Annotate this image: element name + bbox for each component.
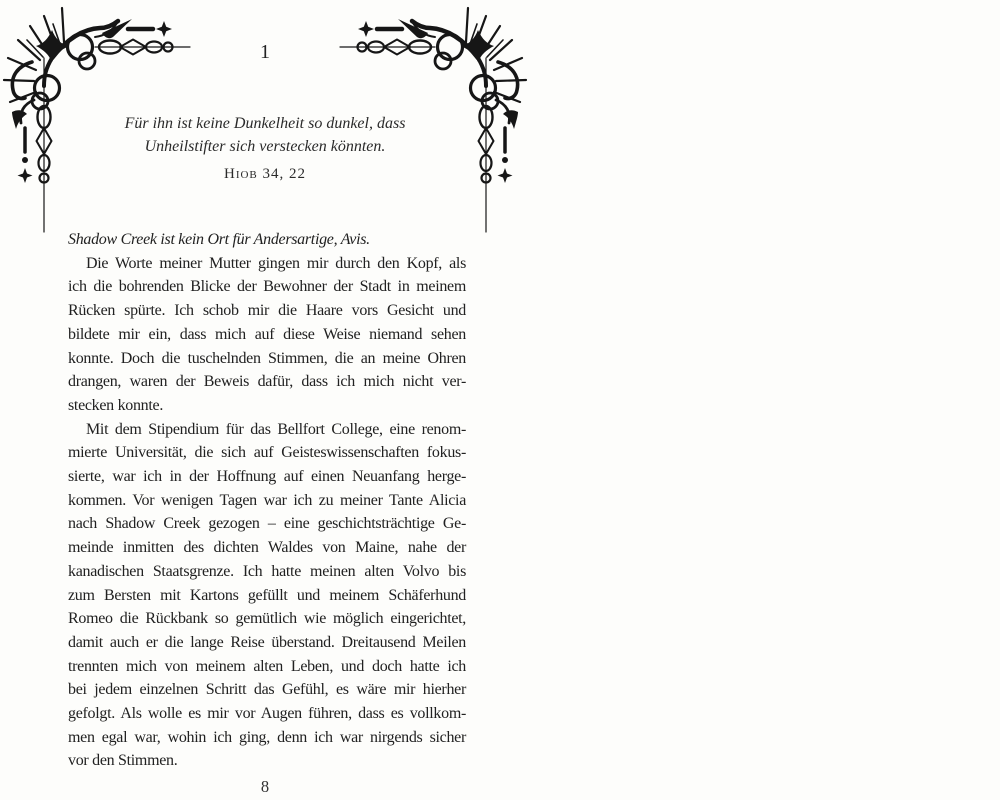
text-line: ich die bohrenden Blicke der Bewohner der Stadt in meinem: [68, 278, 466, 296]
text-line: Romeo die Rückbank so gemütlich wie möglich eingerichtet,: [68, 610, 466, 628]
text-line: bildete mir ein, dass mich auf diese Weise niemand sehen: [68, 325, 466, 343]
epigraph: [65, 113, 465, 186]
text-line: men egal war, wohin ich ging, denn ich war nirgends sicher: [68, 728, 466, 746]
epigraph-line: Unheilstifter sich verstecken könnten.: [144, 137, 386, 155]
text-line: vor den Stimmen.: [68, 752, 178, 770]
chapter-number: 1: [260, 41, 270, 63]
text-line: Shadow Creek ist kein Ort für Andersartige, Avis.: [68, 231, 370, 248]
text-line: drangen, waren der Beweis dafür, dass ich mich nicht ver-: [68, 373, 466, 391]
epigraph-line: Für ihn ist keine Dunkelheit so dunkel, dass: [124, 115, 406, 132]
epigraph-source: Hiob 34, 22: [223, 166, 307, 182]
text-line: Rücken spürte. Ich schob mir die Haare vors Gesicht und: [68, 302, 466, 320]
text-line: stecken konnte.: [68, 396, 164, 414]
text-line: bei jedem einzelnen Schritt das Gefühl, es wäre mir hierher: [68, 681, 466, 699]
text-line: gefolgt. Als wolle es mir vor Augen führen, dass es vollkom-: [68, 705, 466, 723]
text-line: zum Bersten mit Kartons gefüllt und meinem Schäferhund: [68, 586, 466, 604]
text-line: nach Shadow Creek gezogen – eine geschichtsträchtige Ge-: [68, 515, 466, 533]
text-line: kommen. Vor wenigen Tagen war ich zu meiner Tante Alicia: [68, 491, 466, 509]
text-line: mierte Universität, die sich auf Geisteswissenschaften fokus-: [68, 444, 466, 462]
right-page: [530, 0, 1000, 800]
text-line: meinde inmitten des dichten Waldes von Maine, nahe der: [68, 539, 466, 557]
text-line: Die Worte meiner Mutter gingen mir durch den Kopf, als: [86, 254, 466, 272]
text-line: konnte. Doch die tuschelnden Stimmen, die an meine Ohren: [68, 349, 466, 367]
text-line: sierte, war ich in der Hoffnung auf einen Neuanfang herge-: [68, 468, 466, 486]
text-line: kanadischen Staatsgrenze. Ich hatte meinen alten Volvo bis: [68, 562, 466, 580]
text-line: damit auch er die lange Reise überstand. Dreitausend Meilen: [68, 633, 466, 651]
page-number: 8: [260, 777, 270, 796]
text-line: Mit dem Stipendium für das Bellfort College, eine renom-: [86, 420, 466, 438]
text-line: trennten mich von meinem alten Leben, und doch hatte ich: [68, 657, 466, 675]
body-text-left: [68, 228, 466, 773]
